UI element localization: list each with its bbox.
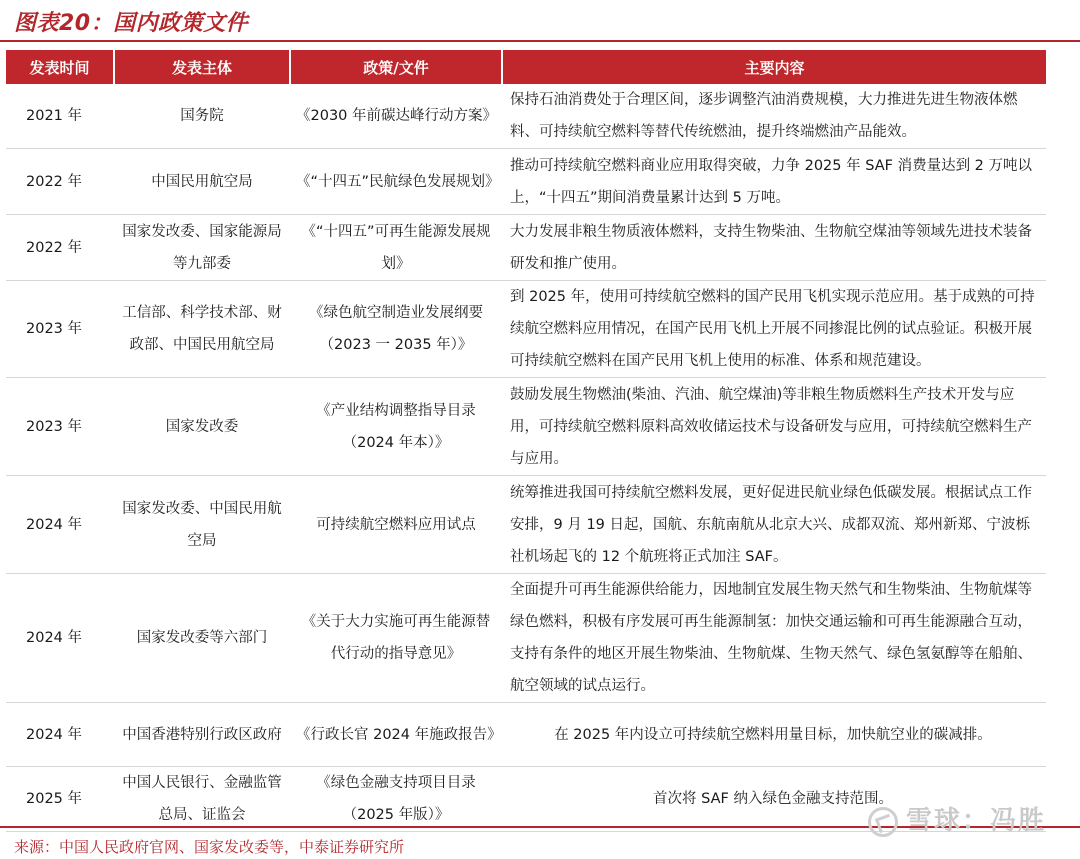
cell-content: 全面提升可再生能源供给能力，因地制宜发展生物天然气和生物柴油、生物航煤等绿色燃料，积极有序发展可再生能源制氢：加快交通运输和可再生能源融合互动，支持有条件的地区开展生物柴油、生物航煤、生物天然气、绿色氢氨醇等在船舶、航空领域的试点运行。 xyxy=(502,574,1046,703)
cell-content: 鼓励发展生物燃油(柴油、汽油、航空煤油)等非粮生物质燃料生产技术开发与应用，可持续航空燃料原料高效收储运技术与设备研发与应用，可持续航空燃料生产与应用。 xyxy=(502,378,1046,476)
cell-year: 2025 年 xyxy=(6,767,114,832)
cell-policy: 可持续航空燃料应用试点 xyxy=(290,476,502,574)
table-header-row xyxy=(6,50,1046,84)
cell-content: 保持石油消费处于合理区间，逐步调整汽油消费规模，大力推进先进生物液体燃料、可持续航空燃料等替代传统燃油，提升终端燃油产品能效。 xyxy=(502,84,1046,149)
cell-year: 2024 年 xyxy=(6,574,114,703)
cell-issuer: 工信部、科学技术部、财政部、中国民用航空局 xyxy=(114,281,290,378)
cell-year: 2022 年 xyxy=(6,215,114,281)
cell-content: 在 2025 年内设立可持续航空燃料用量目标，加快航空业的碳减排。 xyxy=(502,703,1046,767)
table-row xyxy=(6,281,1046,378)
table-row xyxy=(6,378,1046,476)
policy-table xyxy=(6,50,1046,832)
header-policy: 政策/文件 xyxy=(290,50,502,84)
watermark xyxy=(868,800,1046,837)
cell-issuer: 国家发改委、国家能源局等九部委 xyxy=(114,215,290,281)
cell-year: 2023 年 xyxy=(6,281,114,378)
cell-year: 2023 年 xyxy=(6,378,114,476)
cell-policy: 《“十四五”民航绿色发展规划》 xyxy=(290,149,502,215)
cell-content: 统筹推进我国可持续航空燃料发展，更好促进民航业绿色低碳发展。根据试点工作安排，9 月 19 日起，国航、东航南航从北京大兴、成都双流、郑州新郑、宁波栎社机场起飞的 12 个航班将正式加注 SAF。 xyxy=(502,476,1046,574)
cell-policy: 《“十四五”可再生能源发展规划》 xyxy=(290,215,502,281)
cell-content: 推动可持续航空燃料商业应用取得突破，力争 2025 年 SAF 消费量达到 2 万吨以上，“十四五”期间消费量累计达到 5 万吨。 xyxy=(502,149,1046,215)
cell-year: 2022 年 xyxy=(6,149,114,215)
cell-issuer: 国家发改委 xyxy=(114,378,290,476)
cell-issuer: 国家发改委、中国民用航空局 xyxy=(114,476,290,574)
table-row xyxy=(6,476,1046,574)
cell-year: 2021 年 xyxy=(6,84,114,149)
title-rule xyxy=(0,40,1080,42)
source-note: 来源：中国人民政府官网、国家发改委等，中泰证券研究所 xyxy=(14,838,405,856)
header-content: 主要内容 xyxy=(502,50,1046,84)
table-row xyxy=(6,84,1046,149)
cell-year: 2024 年 xyxy=(6,703,114,767)
header-date: 发表时间 xyxy=(6,50,114,84)
cell-issuer: 国务院 xyxy=(114,84,290,149)
title-bar xyxy=(0,0,1080,40)
header-issuer: 发表主体 xyxy=(114,50,290,84)
cell-issuer: 中国民用航空局 xyxy=(114,149,290,215)
cell-policy: 《2030 年前碳达峰行动方案》 xyxy=(290,84,502,149)
cell-issuer: 中国人民银行、金融监管总局、证监会 xyxy=(114,767,290,832)
table-body xyxy=(6,84,1046,832)
cell-policy: 《关于大力实施可再生能源替代行动的指导意见》 xyxy=(290,574,502,703)
cell-content: 大力发展非粮生物质液体燃料，支持生物柴油、生物航空煤油等领域先进技术装备研发和推广使用。 xyxy=(502,215,1046,281)
cell-issuer: 国家发改委等六部门 xyxy=(114,574,290,703)
cell-policy: 《产业结构调整指导目录（2024 年本）》 xyxy=(290,378,502,476)
cell-policy: 《绿色航空制造业发展纲要（2023 一 2035 年）》 xyxy=(290,281,502,378)
cell-content: 到 2025 年，使用可持续航空燃料的国产民用飞机实现示范应用。基于成熟的可持续航空燃料应用情况，在国产民用飞机上开展不同掺混比例的试点验证。积极开展可持续航空燃料在国产民用飞机上使用的标准、体系和规范建设。 xyxy=(502,281,1046,378)
cell-issuer: 中国香港特别行政区政府 xyxy=(114,703,290,767)
cell-policy: 《行政长官 2024 年施政报告》 xyxy=(290,703,502,767)
snowball-logo-icon xyxy=(868,807,898,837)
cell-policy: 《绿色金融支持项目目录（2025 年版）》 xyxy=(290,767,502,832)
table-row xyxy=(6,149,1046,215)
table-row xyxy=(6,574,1046,703)
watermark-text: 雪球：冯胜 xyxy=(905,806,1046,836)
table-row xyxy=(6,215,1046,281)
cell-year: 2024 年 xyxy=(6,476,114,574)
page-title: 图表20：国内政策文件 xyxy=(14,11,249,36)
cell-content: 首次将 SAF 纳入绿色金融支持范围。 xyxy=(502,767,1046,832)
table-row xyxy=(6,703,1046,767)
